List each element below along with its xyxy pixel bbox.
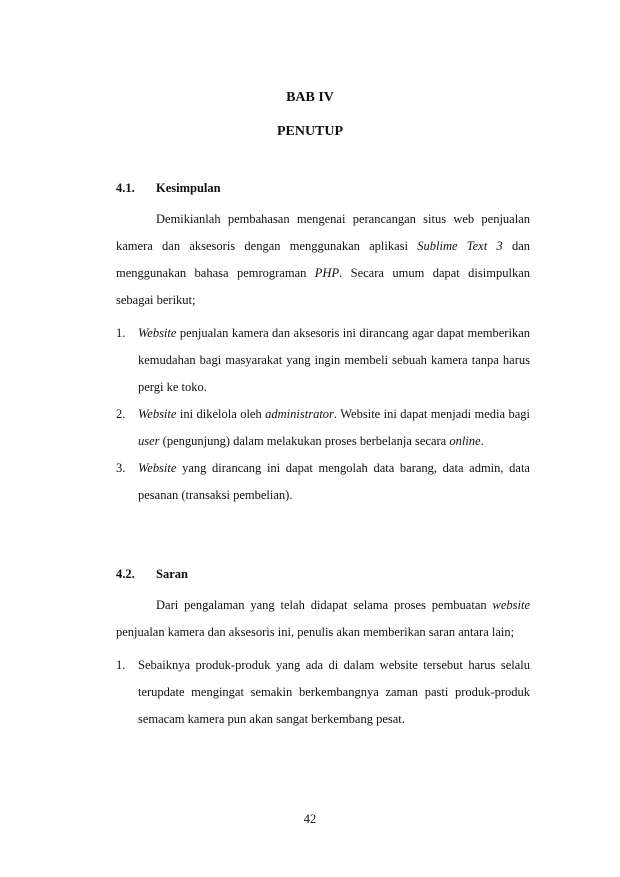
section-title: Kesimpulan xyxy=(156,181,221,195)
section-title: Saran xyxy=(156,567,188,581)
chapter-title: PENUTUP xyxy=(276,124,344,139)
list-item xyxy=(116,652,530,733)
list-item-number: 2. xyxy=(116,407,126,421)
list-item-line: kemudahan bagi masyarakat yang ingin membeli sebuah kamera tanpa harus xyxy=(138,353,530,367)
section-heading-saran xyxy=(116,567,188,582)
list-item-number: 1. xyxy=(116,658,126,672)
paragraph-line: Demikianlah pembahasan mengenai perancangan situs web penjualan xyxy=(156,212,530,226)
paragraph-line: kamera dan aksesoris dengan menggunakan aplikasi Sublime Text 3 dan xyxy=(116,239,530,253)
section-number: 4.2. xyxy=(116,567,135,581)
section-heading-kesimpulan xyxy=(116,181,221,196)
chapter-number: BAB IV xyxy=(286,90,334,105)
list-item xyxy=(116,320,530,401)
list-item-line: Sebaiknya produk-produk yang ada di dalam website tersebut harus selalu xyxy=(138,658,530,672)
paragraph-line: menggunakan bahasa pemrograman PHP. Secara umum dapat disimpulkan xyxy=(116,266,530,280)
list-item-line: pesanan (transaksi pembelian). xyxy=(138,488,293,502)
list-item-number: 1. xyxy=(116,326,126,340)
list-item-line: semacam kamera pun akan sangat berkembang pesat. xyxy=(138,712,405,726)
list-item-line: user (pengunjung) dalam melakukan proses berbelanja secara online. xyxy=(138,434,484,448)
list-item-line: pergi ke toko. xyxy=(138,380,207,394)
section-intro-paragraph xyxy=(116,592,530,646)
page-number: 42 xyxy=(303,812,317,826)
list-item-number: 3. xyxy=(116,461,126,475)
paragraph-line: penjualan kamera dan aksesoris ini, penulis akan memberikan saran antara lain; xyxy=(116,625,515,639)
suggestion-list xyxy=(116,652,530,733)
conclusion-list xyxy=(116,320,530,509)
paragraph-line: sebagai berikut; xyxy=(116,293,196,307)
list-item-line: terupdate mengingat semakin berkembangnya zaman pasti produk-produk xyxy=(138,685,530,699)
list-item-line: Website yang dirancang ini dapat mengolah data barang, data admin, data xyxy=(138,461,530,475)
list-item xyxy=(116,401,530,455)
section-intro-paragraph xyxy=(116,206,530,314)
list-item xyxy=(116,455,530,509)
paragraph-line: Dari pengalaman yang telah didapat selama proses pembuatan website xyxy=(156,598,530,612)
section-number: 4.1. xyxy=(116,181,135,195)
list-item-line: Website ini dikelola oleh administrator. Website ini dapat menjadi media bagi xyxy=(138,407,530,421)
list-item-line: Website penjualan kamera dan aksesoris ini dirancang agar dapat memberikan xyxy=(138,326,530,340)
